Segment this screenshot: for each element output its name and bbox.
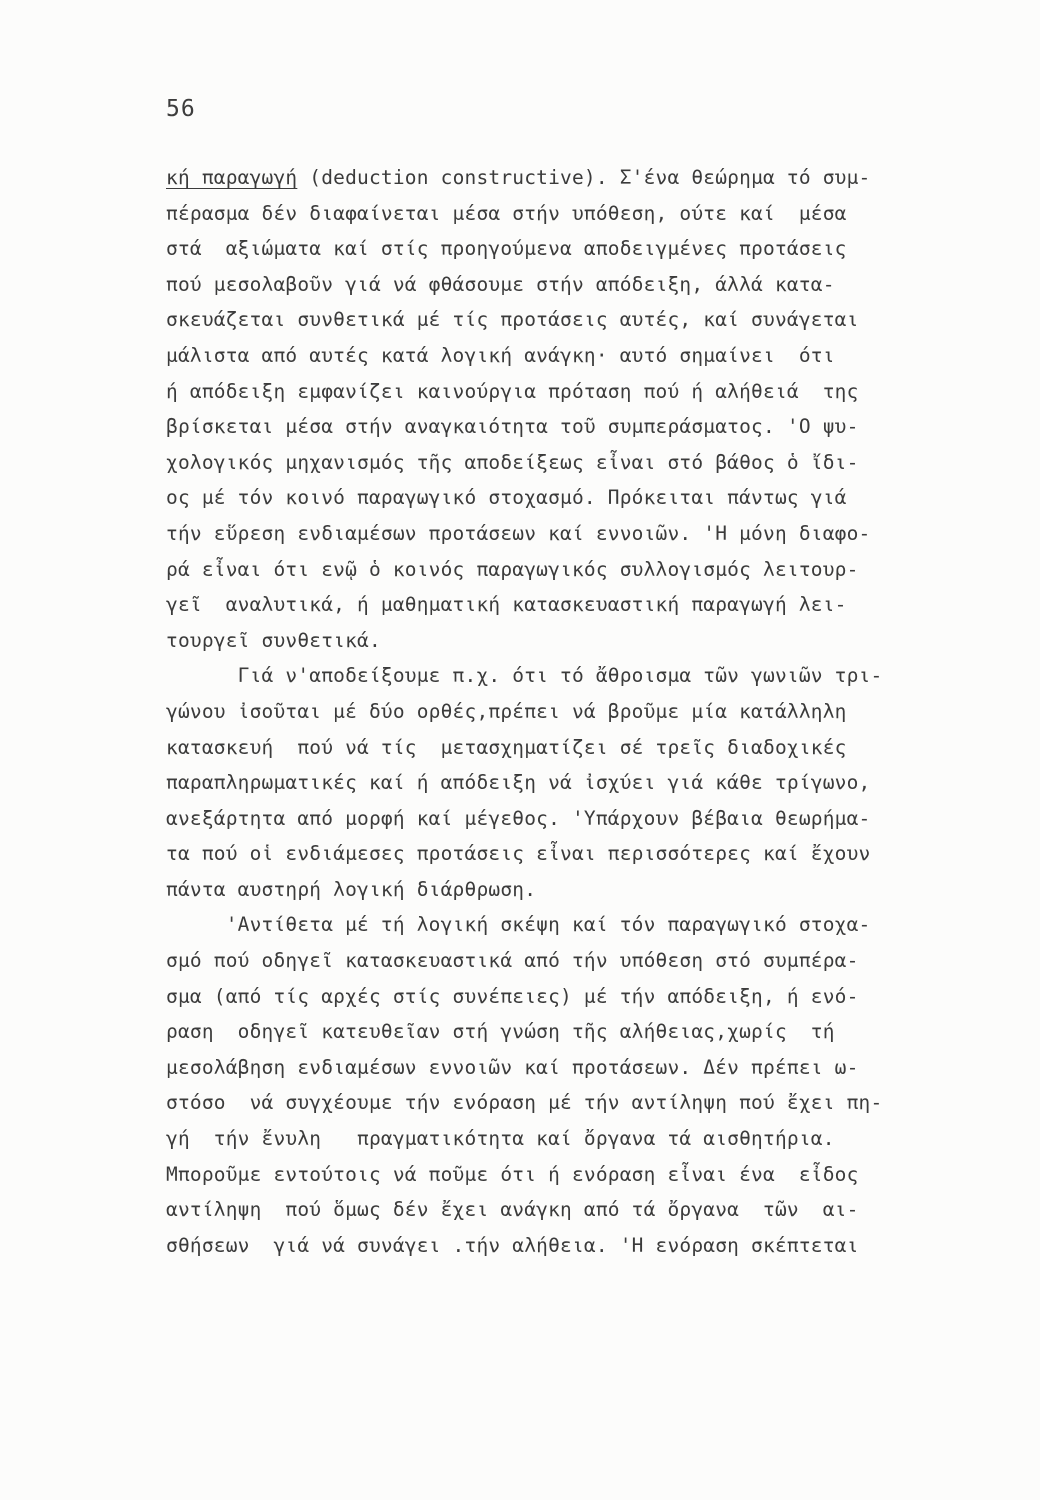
- text-line: σθήσεων γιά νά συνάγει .τήν αλήθεια. 'Η ενόραση σκέπτεται: [166, 1233, 859, 1257]
- text-line: μάλιστα από αυτές κατά λογική ανάγκη· αυτό σημαίνει ότι: [166, 343, 835, 367]
- text-line: Γιά ν'αποδείξουμε π.χ. ότι τό ἄθροισμα τῶν γωνιῶν τρι-: [166, 664, 883, 688]
- text-line: γεῖ αναλυτικά, ή μαθηματική κατασκευαστική παραγωγή λει-: [166, 593, 847, 617]
- text-line: σμό πού οδηγεῖ κατασκευαστικά από τήν υπόθεση στό συμπέρα-: [166, 949, 859, 973]
- text-line: σμα (από τίς αρχές στίς συνέπειες) μέ τήν απόδειξη, ή ενό-: [166, 984, 859, 1008]
- text-line: βρίσκεται μέσα στήν αναγκαιότητα τοῦ συμπεράσματος. 'Ο ψυ-: [166, 415, 859, 439]
- text-line: μεσολάβηση ενδιαμέσων εννοιῶν καί προτάσεων. Δέν πρέπει ω-: [166, 1055, 859, 1079]
- body-text: [166, 160, 986, 1263]
- page-number: 56: [166, 96, 196, 122]
- text-line: ος μέ τόν κοινό παραγωγικό στοχασμό. Πρόκειται πάντως γιά: [166, 486, 847, 510]
- text-line: στά αξιώματα καί στίς προηγούμενα αποδειγμένες προτάσεις: [166, 237, 847, 261]
- text-line: αντίληψη πού ὅμως δέν ἔχει ανάγκη από τά ὄργανα τῶν αι-: [166, 1198, 859, 1222]
- text-line: πέρασμα δέν διαφαίνεται μέσα στήν υπόθεση, ούτε καί μέσα: [166, 201, 847, 225]
- text-line: τα πού οἱ ενδιάμεσες προτάσεις εἶναι περισσότερες καί ἔχουν: [166, 842, 871, 866]
- text-line: [166, 160, 986, 196]
- underlined-phrase: κή παραγωγή: [166, 166, 298, 189]
- text-line: κατασκευή πού νά τίς μετασχηματίζει σέ τρεῖς διαδοχικές: [166, 735, 847, 759]
- text-line: ρά εἶναι ότι ενῷ ὁ κοινός παραγωγικός συλλογισμός λειτουρ-: [166, 557, 859, 581]
- text-line: πάντα αυστηρή λογική διάρθρωση.: [166, 877, 537, 901]
- text-line: Μπορoῦμε εντούτοις νά ποῦμε ότι ή ενόραση εἶναι ένα εἶδος: [166, 1162, 859, 1186]
- text-line: ραση οδηγεῖ κατευθεῖαν στή γνώση τῆς αλήθειας,χωρίς τή: [166, 1020, 835, 1044]
- text-line-content: (deduction constructive). Σ'ένα θεώρημα τό συμ-: [297, 166, 871, 189]
- text-line: χολογικός μηχανισμός τῆς αποδείξεως εἶναι στό βάθος ὁ ἴδι-: [166, 450, 859, 474]
- text-line: τήν εὕρεση ενδιαμέσων προτάσεων καί εννοιῶν. 'Η μόνη διαφο-: [166, 521, 871, 545]
- text-line: ανεξάρτητα από μορφή καί μέγεθος. 'Υπάρχουν βέβαια θεωρήμα-: [166, 806, 871, 830]
- text-line: πού μεσολαβοῦν γιά νά φθάσουμε στήν απόδειξη, άλλά κατα-: [166, 272, 835, 296]
- text-line: παραπληρωματικές καί ή απόδειξη νά ἰσχύει γιά κάθε τρίγωνο,: [166, 771, 871, 795]
- text-line: γή τήν ἔνυλη πραγματικότητα καί ὄργανα τά αισθητήρια.: [166, 1127, 835, 1151]
- text-line: στόσο νά συγχέουμε τήν ενόραση μέ τήν αντίληψη πού ἔχει πη-: [166, 1091, 883, 1115]
- text-line: 'Αντίθετα μέ τή λογική σκέψη καί τόν παραγωγικό στοχα-: [166, 913, 871, 937]
- text-line: τουργεῖ συνθετικά.: [166, 628, 381, 652]
- text-line: γώνου ἰσοῦται μέ δύο ορθές,πρέπει νά βροῦμε μία κατάλληλη: [166, 699, 847, 723]
- text-line: ή απόδειξη εμφανίζει καινούργια πρόταση πού ή αλήθειά της: [166, 379, 859, 403]
- text-line: σκευάζεται συνθετικά μέ τίς προτάσεις αυτές, καί συνάγεται: [166, 308, 859, 332]
